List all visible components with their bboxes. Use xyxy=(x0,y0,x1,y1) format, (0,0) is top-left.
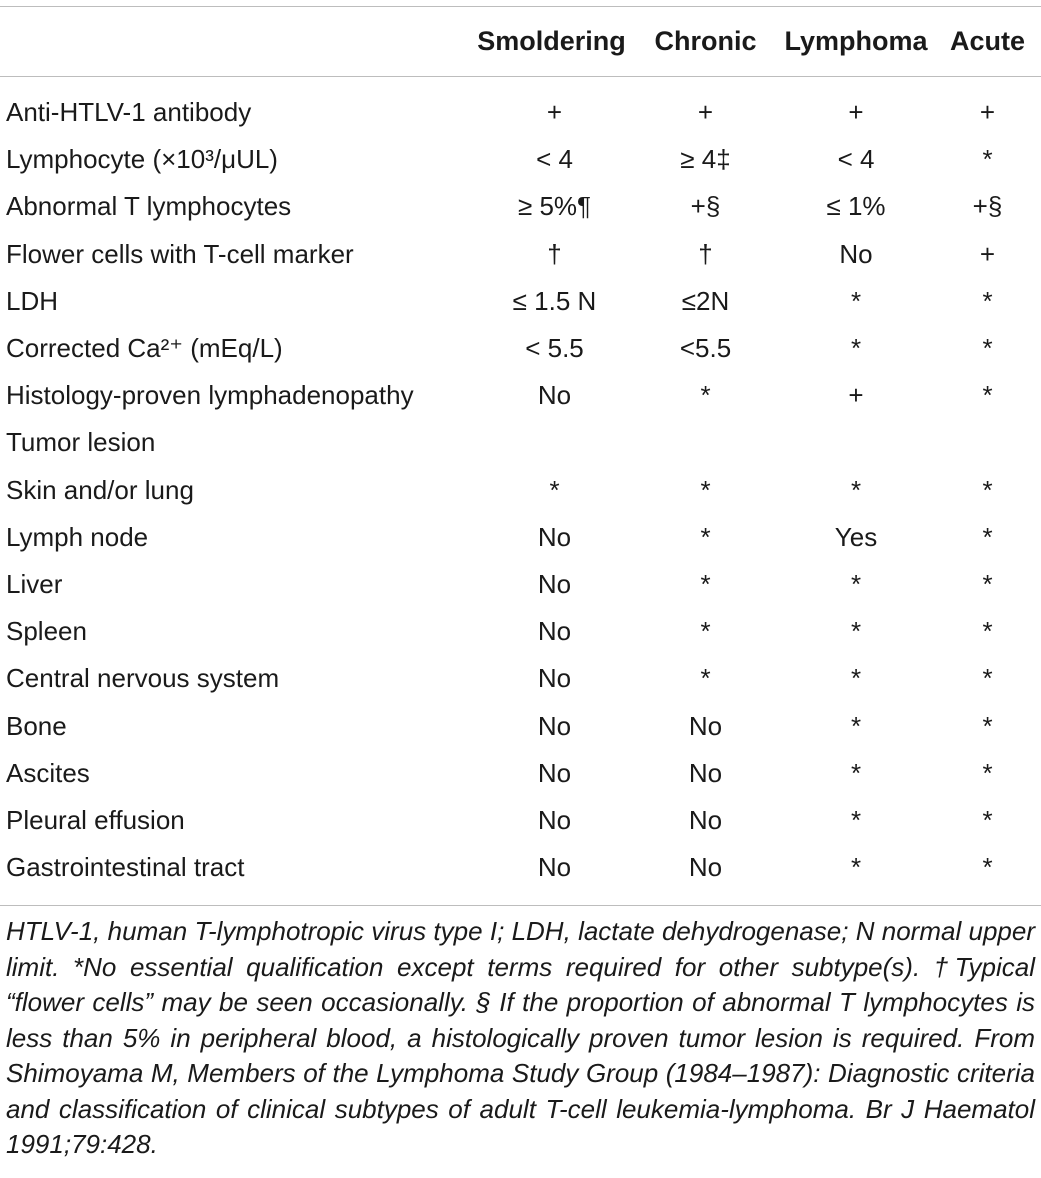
row-label: Abnormal T lymphocytes xyxy=(6,191,292,222)
cell-lymphoma: + xyxy=(848,380,864,411)
cell-lymphoma: * xyxy=(850,852,862,883)
header-chronic: Chronic xyxy=(654,26,757,56)
cell-lymphoma: No xyxy=(839,238,873,269)
table-row xyxy=(0,608,1041,655)
cell-acute: * xyxy=(982,757,993,788)
cell-smoldering: No xyxy=(537,757,572,788)
cell-smoldering: No xyxy=(537,568,572,599)
cell-lymphoma: * xyxy=(850,333,862,364)
cell-smoldering: No xyxy=(537,710,572,741)
cell-smoldering: No xyxy=(537,616,572,647)
cell-chronic: * xyxy=(700,568,711,599)
cell-chronic: * xyxy=(700,521,711,552)
cell-smoldering: No xyxy=(537,380,572,411)
table-row xyxy=(0,419,1041,466)
cell-acute: * xyxy=(982,333,993,364)
row-label: LDH xyxy=(6,285,59,316)
cell-acute: * xyxy=(982,568,993,599)
table-row xyxy=(0,844,1041,891)
row-label: Skin and/or lung xyxy=(6,474,194,505)
row-label: Liver xyxy=(6,568,63,599)
cell-lymphoma: * xyxy=(850,285,862,316)
cell-acute: * xyxy=(982,285,993,316)
cell-acute xyxy=(934,419,1041,466)
row-label: Bone xyxy=(6,710,67,741)
cell-acute: + xyxy=(979,97,996,128)
table-row xyxy=(0,372,1041,419)
cell-acute: * xyxy=(982,663,993,694)
row-label: Ascites xyxy=(6,757,90,788)
cell-chronic: ≤2N xyxy=(681,285,730,316)
cell-lymphoma: * xyxy=(850,568,862,599)
header-rule xyxy=(0,76,1041,77)
cell-smoldering: ≤ 1.5 N xyxy=(512,285,597,316)
table-row xyxy=(0,136,1041,183)
row-label: Tumor lesion xyxy=(6,427,156,458)
cell-chronic: +§ xyxy=(690,191,721,222)
row-label: Histology-proven lymphadenopathy xyxy=(6,380,414,411)
cell-lymphoma: * xyxy=(850,804,862,835)
header-acute: Acute xyxy=(949,26,1025,56)
cell-chronic: ≥ 4‡ xyxy=(680,144,731,175)
table-body xyxy=(0,89,1041,891)
cell-acute: * xyxy=(982,616,993,647)
header-lymphoma: Lymphoma xyxy=(784,26,928,56)
cell-acute: * xyxy=(982,474,993,505)
row-label: Lymphocyte (×10³/μUL) xyxy=(6,144,278,175)
cell-smoldering: + xyxy=(546,97,563,128)
cell-smoldering: † xyxy=(547,238,562,269)
cell-smoldering: * xyxy=(549,474,560,505)
cell-smoldering: < 4 xyxy=(536,144,573,175)
cell-lymphoma: + xyxy=(848,97,864,128)
cell-smoldering: < 5.5 xyxy=(525,333,584,364)
cell-lymphoma: * xyxy=(850,474,862,505)
table-header xyxy=(0,7,1041,76)
table-row xyxy=(0,89,1041,136)
cell-acute: * xyxy=(982,521,993,552)
cell-lymphoma: * xyxy=(850,616,862,647)
cell-lymphoma: * xyxy=(850,757,862,788)
cell-lymphoma xyxy=(778,419,934,466)
row-label: Corrected Ca²⁺ (mEq/L) xyxy=(6,333,283,364)
cell-acute: * xyxy=(982,804,993,835)
cell-chronic: No xyxy=(688,757,723,788)
cell-acute: * xyxy=(982,852,993,883)
row-label: Lymph node xyxy=(6,521,149,552)
table-row xyxy=(0,231,1041,278)
cell-lymphoma: < 4 xyxy=(837,144,875,175)
table-row xyxy=(0,278,1041,325)
cell-lymphoma: ≤ 1% xyxy=(826,191,886,222)
row-label: Anti-HTLV-1 antibody xyxy=(6,97,252,128)
table-row xyxy=(0,183,1041,230)
cell-acute: * xyxy=(982,144,993,175)
cell-chronic: No xyxy=(688,710,723,741)
cell-acute: * xyxy=(982,710,993,741)
row-label: Gastrointestinal tract xyxy=(6,852,245,883)
header-smoldering: Smoldering xyxy=(477,26,626,56)
cell-chronic xyxy=(633,419,778,466)
table-row xyxy=(0,325,1041,372)
cell-acute: * xyxy=(982,380,993,411)
cell-smoldering: No xyxy=(537,521,572,552)
cell-chronic: + xyxy=(697,97,714,128)
cell-chronic: <5.5 xyxy=(679,333,732,364)
row-label: Spleen xyxy=(6,616,87,647)
cell-acute: +§ xyxy=(972,191,1003,222)
cell-smoldering: No xyxy=(537,852,572,883)
table-row xyxy=(0,514,1041,561)
cell-lymphoma: Yes xyxy=(834,521,878,552)
table-row xyxy=(0,655,1041,702)
cell-chronic: * xyxy=(700,474,711,505)
header-row xyxy=(0,7,1041,76)
bottom-rule xyxy=(0,905,1041,906)
cell-lymphoma: * xyxy=(850,663,862,694)
cell-chronic: † xyxy=(698,238,713,269)
table-row xyxy=(0,702,1041,749)
cell-chronic: * xyxy=(700,616,711,647)
table-row xyxy=(0,797,1041,844)
cell-chronic: * xyxy=(700,663,711,694)
row-label: Flower cells with T-cell marker xyxy=(6,238,354,269)
cell-smoldering xyxy=(470,419,633,466)
table-row xyxy=(0,467,1041,514)
header-label-cell xyxy=(0,7,470,76)
table-footnote: HTLV-1, human T-lymphotropic virus type I; LDH, lactate dehydrogenase; N normal upper limit. *No essential qualification except terms required for other subtype(s). †Typical “flower cells” may be seen occasionally. § If the proportion of abnormal T lymphocytes is less than 5% in peripheral blood, a histologically proven tumor lesion is required. From Shimoyama M, Members of the Lymphoma Study Group (1984–1987): Diagnostic criteria and classification of clinical subtypes of adult T-cell leukemia-lymphoma. Br J Haematol 1991;79:428. xyxy=(6,916,1035,1159)
cell-chronic: * xyxy=(700,380,711,411)
table-row xyxy=(0,561,1041,608)
cell-smoldering: No xyxy=(537,804,572,835)
cell-smoldering: No xyxy=(537,663,572,694)
cell-acute: + xyxy=(979,238,996,269)
cell-chronic: No xyxy=(688,852,723,883)
cell-smoldering: ≥ 5%¶ xyxy=(517,191,592,222)
row-label: Central nervous system xyxy=(6,663,280,694)
row-label: Pleural effusion xyxy=(6,804,185,835)
table-row xyxy=(0,750,1041,797)
cell-lymphoma: * xyxy=(850,710,862,741)
cell-chronic: No xyxy=(688,804,723,835)
